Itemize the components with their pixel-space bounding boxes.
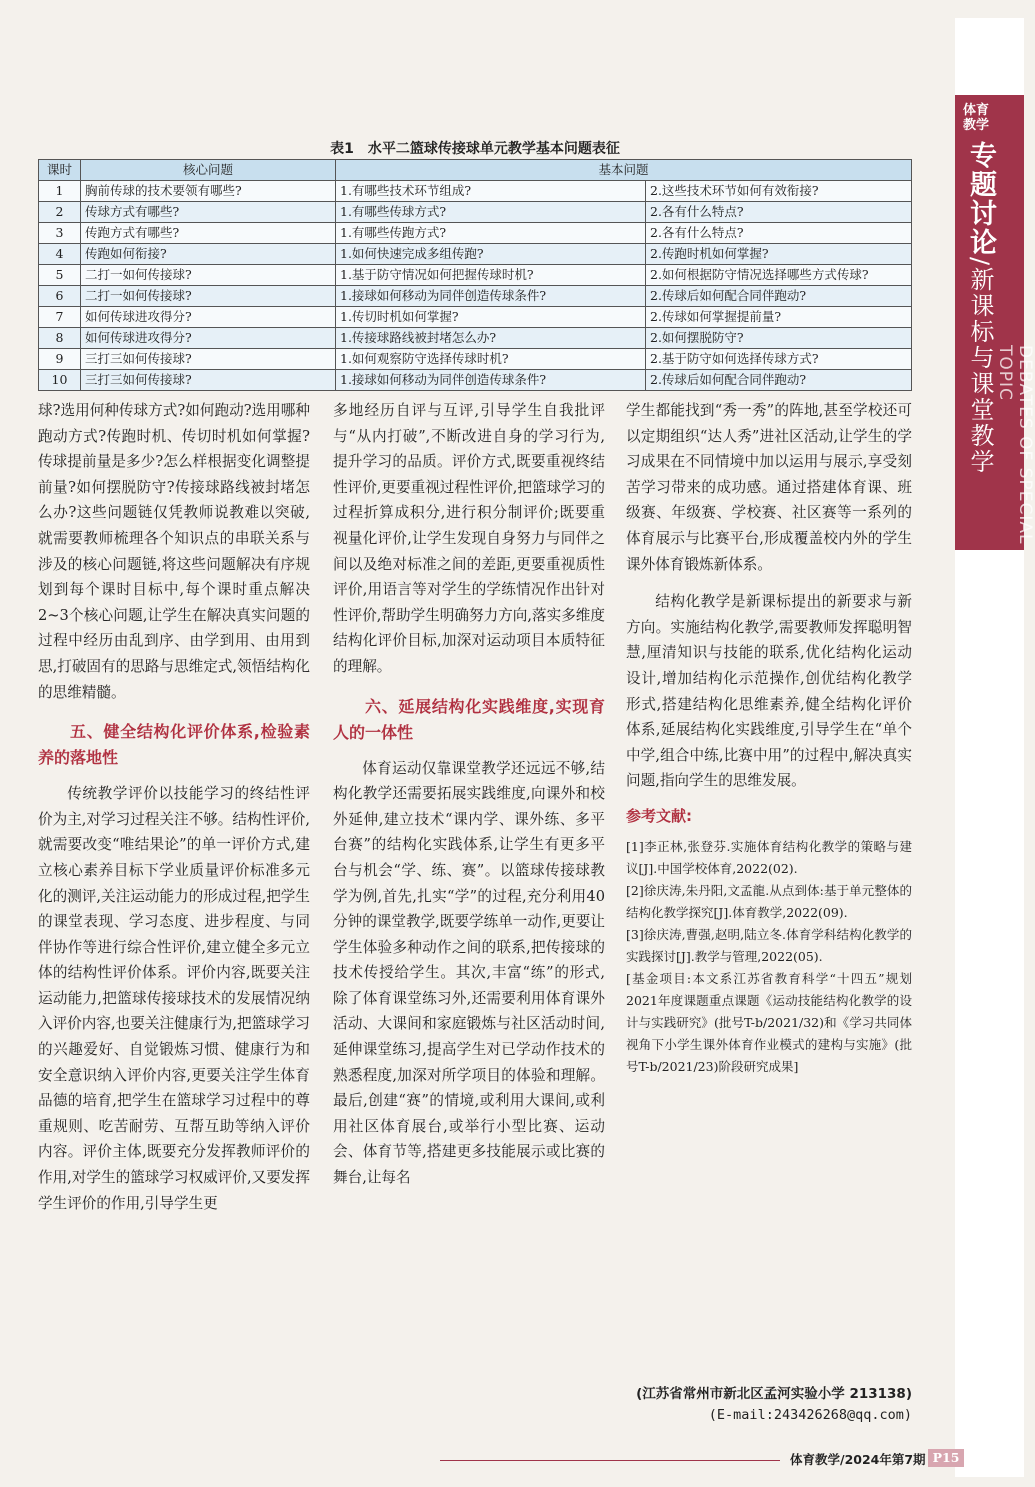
cell-basic-question-2: 2.各有什么特点? xyxy=(646,202,912,223)
section-title-sub: 新课标与课堂教学 xyxy=(966,267,994,476)
cell-basic-question-1: 1.有哪些技术环节组成? xyxy=(336,181,646,202)
cell-core-question: 三打三如何传接球? xyxy=(81,370,336,391)
author-affiliation: (江苏省常州市新北区孟河实验小学 213138) xyxy=(636,1386,912,1402)
cell-basic-question-1: 1.接球如何移动为同伴创造传球条件? xyxy=(336,370,646,391)
paragraph: 体育运动仅靠课堂教学还远远不够,结构化教学还需要拓展实践维度,向课外和校外延伸,建立技术“课内学、课外练、多平台赛”的结构化实践体系,让学生有更多平台与机会“学、练、赛”。以篮球传接球教学为例,首先,扎实“学”的过程,充分利用40分钟的课堂教学,既要学练单一动作,更要让学生体验多种动作之间的联系,把传接球的技术传授给学生。其次,丰富“练”的形式,除了体育课堂练习外,还需要利用体育课外活动、大课间和家庭锻炼与社区活动时间,延伸课堂练习,提高学生对已学动作技术的熟悉程度,加深对所学项目的体验和理解。最后,创建“赛”的情境,或利用大课间,或利用社区体育展台,或举行小型比赛、运动会、体育节等,搭建更多技能展示或比赛的舞台,让每名 xyxy=(333,759,605,1187)
table-row xyxy=(39,286,912,307)
header-core: 核心问题 xyxy=(81,160,336,181)
section-banner xyxy=(955,95,1035,550)
cell-core-question: 如何传球进攻得分? xyxy=(81,328,336,349)
column-1 xyxy=(38,398,310,1216)
cell-basic-question-1: 1.接球如何移动为同伴创造传球条件? xyxy=(336,286,646,307)
paragraph: 结构化教学是新课标提出的新要求与新方向。实施结构化教学,需要教师发挥聪明智慧,厘清知识与技能的联系,优化结构化运动设计,增加结构化示范操作,创优结构化教学形式,搭建结构化思维素养,健全结构化评价体系,延展结构化实践维度,引导学生在“单个中学,组合中练,比赛中用”的过程中,解决真实问题,指向学生的思维发展。 xyxy=(626,593,912,790)
cell-core-question: 二打一如何传接球? xyxy=(81,265,336,286)
table-row xyxy=(39,181,912,202)
author-email: (E-mail:243426268@qq.com) xyxy=(708,1407,912,1423)
reference-item: [2]徐庆涛,朱丹阳,文孟龍.从点到体:基于单元整体的结构化教学探究[J].体育教学,2022(09). xyxy=(626,882,912,920)
table-row xyxy=(39,349,912,370)
question-table xyxy=(38,159,912,391)
footer-journal: 体育教学/2024年第7期 xyxy=(790,1452,926,1467)
cell-basic-question-1: 1.传接球路线被封堵怎么办? xyxy=(336,328,646,349)
cell-lesson: 5 xyxy=(39,265,81,286)
cell-lesson: 3 xyxy=(39,223,81,244)
cell-basic-question-2: 2.传跑时机如何掌握? xyxy=(646,244,912,265)
cell-basic-question-2: 2.传球后如何配合同伴跑动? xyxy=(646,370,912,391)
cell-lesson: 10 xyxy=(39,370,81,391)
cell-lesson: 1 xyxy=(39,181,81,202)
table-row xyxy=(39,202,912,223)
cell-core-question: 传球方式有哪些? xyxy=(81,202,336,223)
column-2 xyxy=(333,398,605,1191)
cell-lesson: 6 xyxy=(39,286,81,307)
cell-basic-question-1: 1.有哪些传跑方式? xyxy=(336,223,646,244)
cell-basic-question-2: 2.基于防守如何选择传球方式? xyxy=(646,349,912,370)
section-heading-5: 五、健全结构化评价体系,检验素养的落地性 xyxy=(38,722,310,768)
cell-lesson: 2 xyxy=(39,202,81,223)
cell-basic-question-2: 2.如何根据防守情况选择哪些方式传球? xyxy=(646,265,912,286)
cell-basic-question-2: 2.传球后如何配合同伴跑动? xyxy=(646,286,912,307)
paragraph: 多地经历自评与互评,引导学生自我批评与“从内打破”,不断改进自身的学习行为,提升学习的品质。评价方式,既要重视终结性评价,更要重视过程性评价,把篮球学习的过程折算成积分,进行积分制评价;既要重视量化评价,让学生发现自身努力与同伴之间以及绝对标准之间的差距,更要重视质性评价,用语言等对学生的学练情况作出针对性评价,帮助学生明确努力方向,落实多维度结构化评价目标,加深对运动项目本质特征的理解。 xyxy=(333,402,605,675)
cell-basic-question-2: 2.这些技术环节如何有效衔接? xyxy=(646,181,912,202)
table-row xyxy=(39,265,912,286)
reference-item: [1]李正林,张登芬.实施体育结构化教学的策略与建议[J].中国学校体育,2022(02). xyxy=(626,838,912,876)
section-title-sep: / xyxy=(966,257,994,268)
section-title-main: 专题讨论 xyxy=(965,141,996,257)
footer-rule xyxy=(440,1460,780,1461)
header-basic: 基本问题 xyxy=(336,160,912,181)
journal-tag: 体育教学 xyxy=(963,103,990,133)
table-row xyxy=(39,307,912,328)
cell-core-question: 胸前传球的技术要领有哪些? xyxy=(81,181,336,202)
paragraph: 球?选用何种传球方式?如何跑动?选用哪种跑动方式?传跑时机、传切时机如何掌握?传球提前量是多少?怎么样根据变化调整提前量?如何摆脱防守?传接球路线被封堵怎么办?这些问题链仅凭教师说教难以突破,就需要教师梳理各个知识点的串联关系与涉及的核心问题链,将这些问题解决有序规划到每个课时目标中,每个课时重点解决2~3个核心问题,让学生在解决真实问题的过程中经历由乱到序、由学到用、由用到思,打破固有的思路与思维定式,领悟结构化的思维精髓。 xyxy=(38,402,310,701)
cell-lesson: 7 xyxy=(39,307,81,328)
cell-basic-question-1: 1.传切时机如何掌握? xyxy=(336,307,646,328)
cell-basic-question-1: 1.如何快速完成多组传跑? xyxy=(336,244,646,265)
table-caption: 表1 水平二篮球传接球单元教学基本问题表征 xyxy=(330,141,620,157)
table-row xyxy=(39,223,912,244)
reference-item: [3]徐庆涛,曹强,赵明,陆立冬.体育学科结构化教学的实践探讨[J].教学与管理,2022(05). xyxy=(626,926,912,964)
cell-basic-question-2: 2.传球如何掌握提前量? xyxy=(646,307,912,328)
cell-core-question: 传跑方式有哪些? xyxy=(81,223,336,244)
cell-basic-question-1: 1.如何观察防守选择传球时机? xyxy=(336,349,646,370)
cell-lesson: 9 xyxy=(39,349,81,370)
cell-core-question: 如何传球进攻得分? xyxy=(81,307,336,328)
cell-core-question: 三打三如何传接球? xyxy=(81,349,336,370)
section-heading-6: 六、延展结构化实践维度,实现育人的一体性 xyxy=(333,696,605,742)
cell-basic-question-2: 2.如何摆脱防守? xyxy=(646,328,912,349)
section-title-en: DEBATES OF SPECIAL TOPIC xyxy=(995,345,1035,545)
table-row xyxy=(39,370,912,391)
cell-lesson: 8 xyxy=(39,328,81,349)
cell-basic-question-1: 1.有哪些传球方式? xyxy=(336,202,646,223)
cell-basic-question-1: 1.基于防守情况如何把握传球时机? xyxy=(336,265,646,286)
column-3 xyxy=(626,398,912,1078)
paragraph: 传统教学评价以技能学习的终结性评价为主,对学习过程关注不够。结构性评价,就需要改变“唯结果论”的单一评价方式,建立核心素养目标下学业质量评价标准多元化的测评,关注运动能力的形成过程,把学生的课堂表现、学习态度、进步程度、与同伴协作等进行综合性评价,建立健全多元立体的结构性评价体系。评价内容,既要关注运动能力,把篮球传接球技术的发展情况纳入评价内容,也要关注健康行为,把篮球学习的兴趣爱好、自觉锻炼习惯、健康行为和安全意识纳入评价内容,更要关注学生体育品德的培育,把学生在篮球学习过程中的尊重规则、吃苦耐劳、互帮互助等纳入评价内容。评价主体,既要充分发挥教师评价的作用,对学生的篮球学习权威评价,又要发挥学生评价的作用,引导学生更 xyxy=(38,785,310,1212)
cell-basic-question-2: 2.各有什么特点? xyxy=(646,223,912,244)
cell-lesson: 4 xyxy=(39,244,81,265)
funding-note: [基金项目:本文系江苏省教育科学“十四五”规划2021年度课题重点课题《运动技能结构化教学的设计与实践研究》(批号T-b/2021/32)和《学习共同体视角下小学生课外体育作业模式的建构与实施》(批号T-b/2021/23)阶段研究成果] xyxy=(626,970,912,1074)
header-lesson: 课时 xyxy=(39,160,81,181)
cell-core-question: 二打一如何传接球? xyxy=(81,286,336,307)
references-title: 参考文献: xyxy=(626,806,692,825)
table-row xyxy=(39,328,912,349)
cell-core-question: 传跑如何衔接? xyxy=(81,244,336,265)
table-header-row xyxy=(39,160,912,181)
table-row xyxy=(39,244,912,265)
page-number: P15 xyxy=(928,1449,964,1467)
paragraph: 学生都能找到“秀一秀”的阵地,甚至学校还可以定期组织“达人秀”进社区活动,让学生的学习成果在不同情境中加以运用与展示,享受刻苦学习带来的成功感。通过搭建体育课、班级赛、年级赛、学校赛、社区赛等一系列的体育展示与比赛平台,形成覆盖校内外的学生课外体育锻炼新体系。 xyxy=(626,402,912,573)
